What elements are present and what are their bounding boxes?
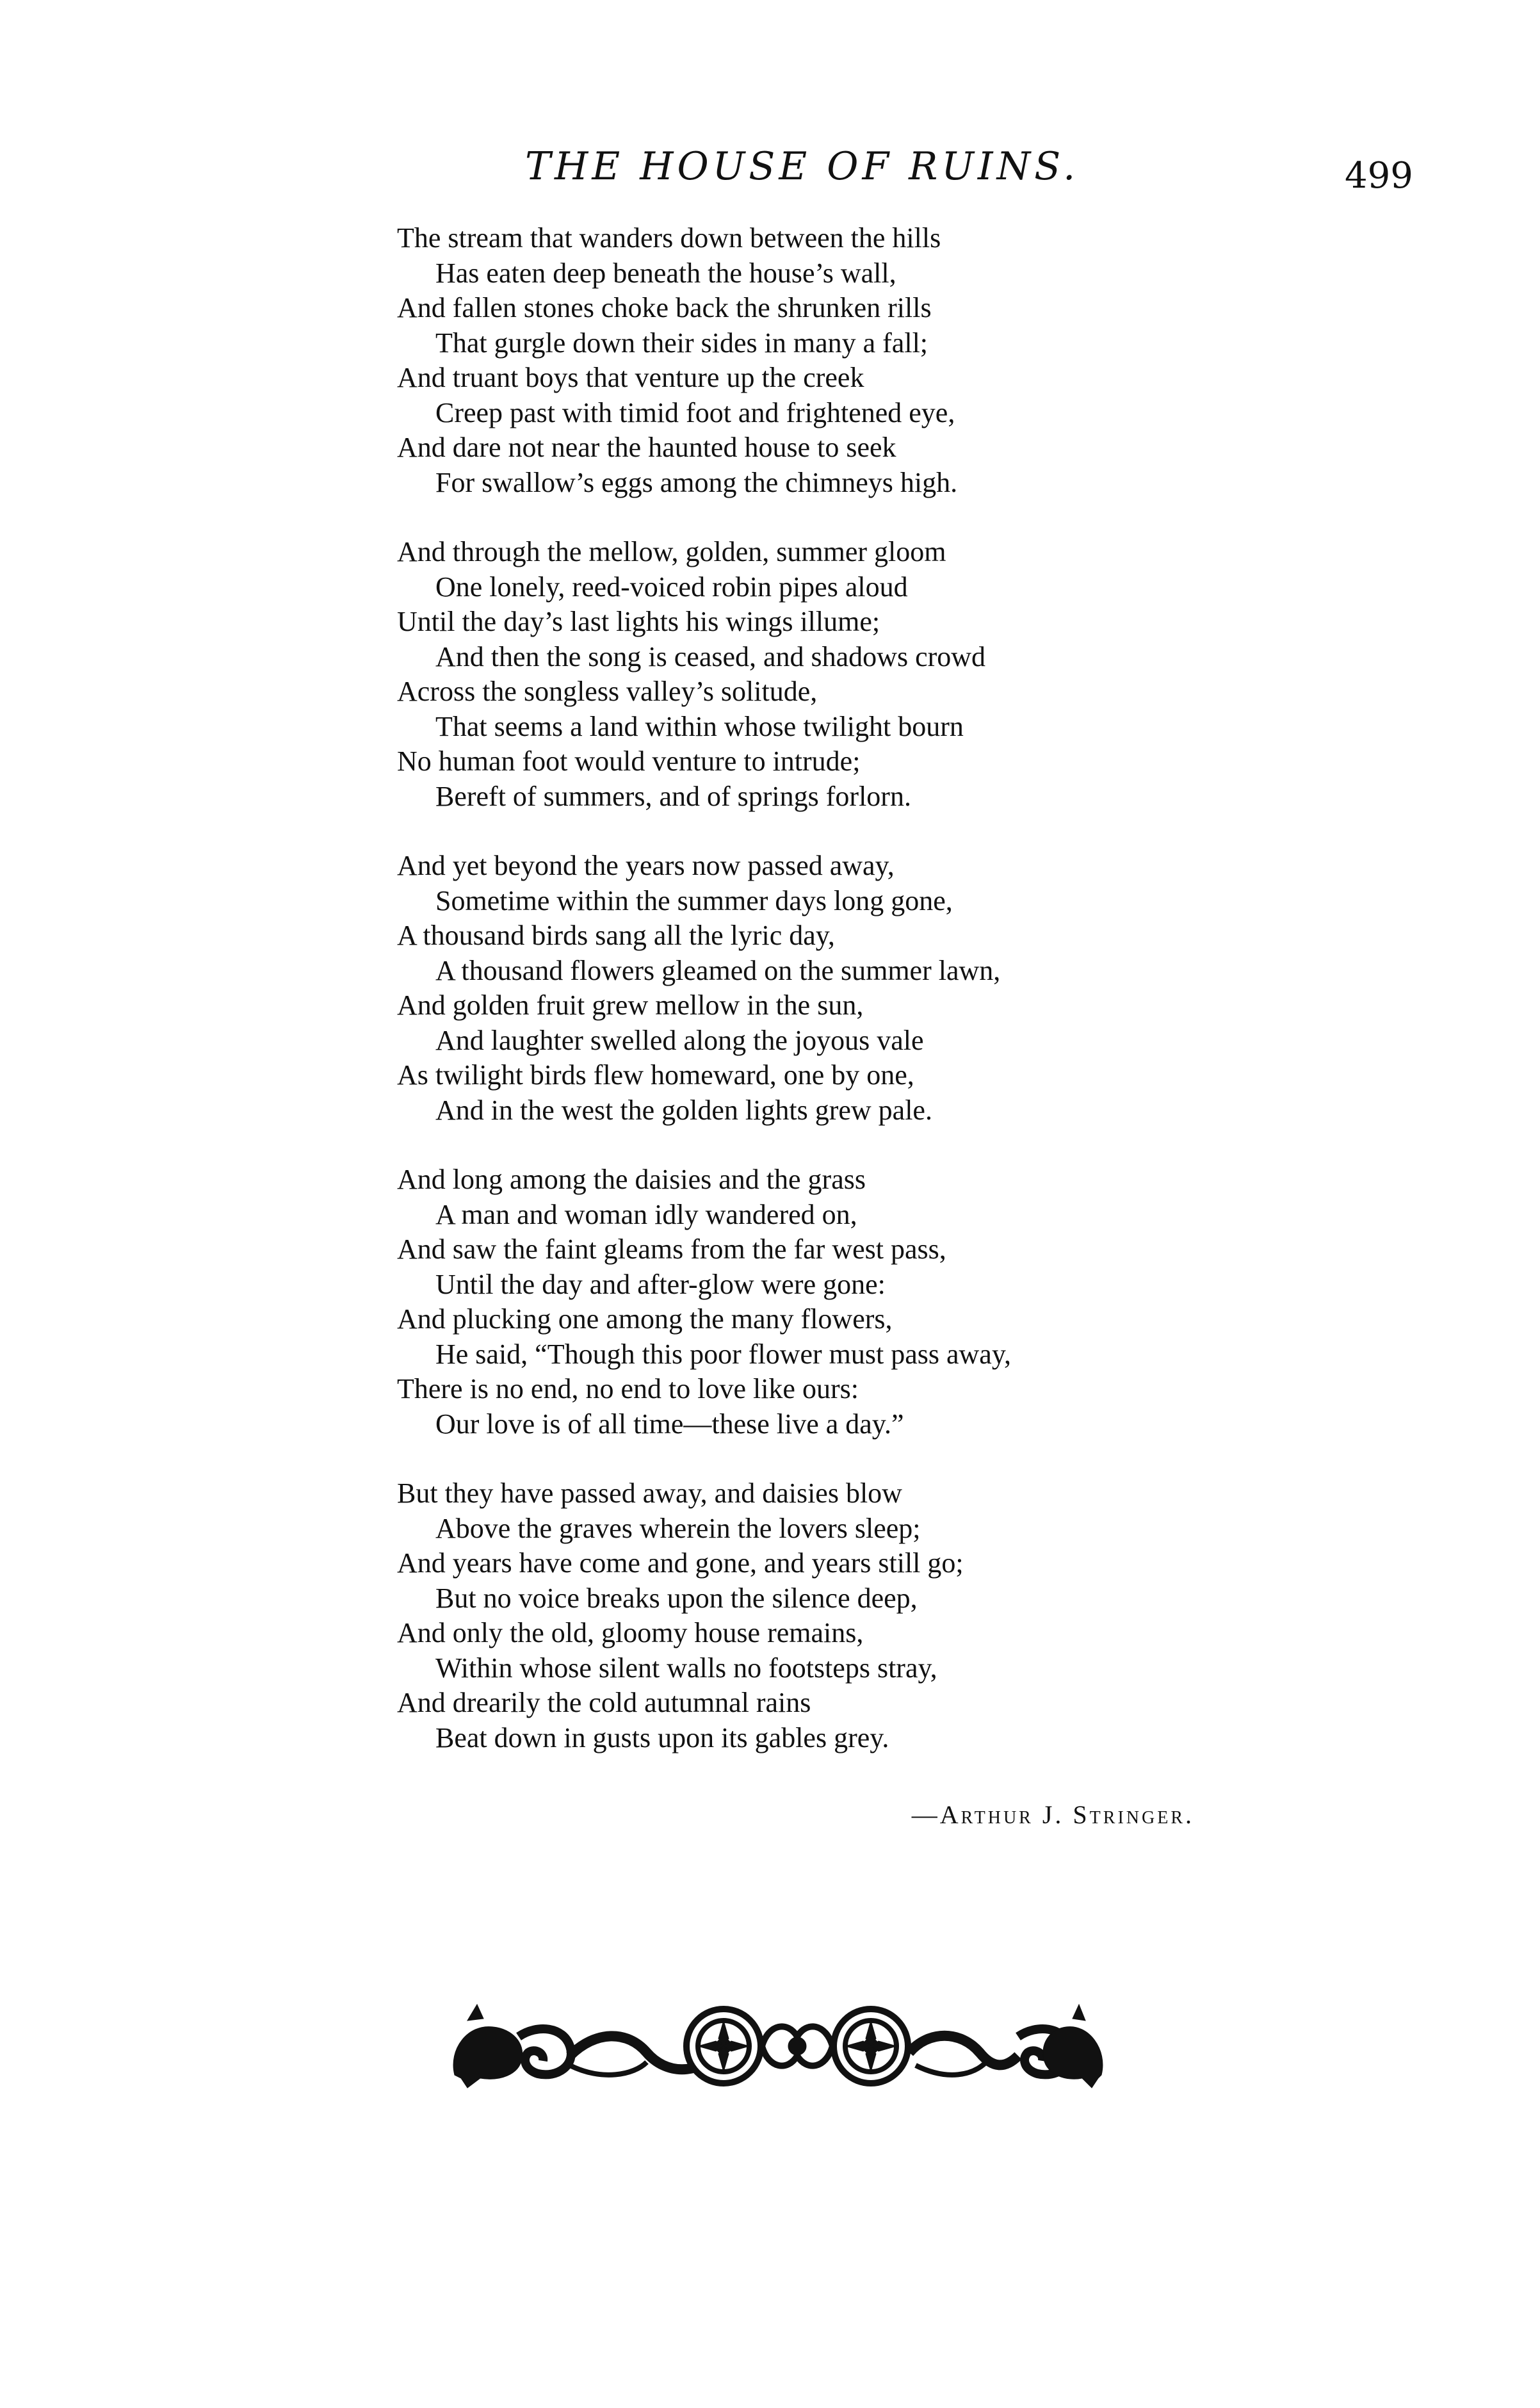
stanza-1 <box>397 221 1422 500</box>
poem-line: The stream that wanders down between the hills <box>397 222 941 254</box>
poem-line: No human foot would venture to intrude; <box>397 745 861 777</box>
poem-line: And plucking one among the many flowers, <box>397 1303 893 1335</box>
poem-line: There is no end, no end to love like ours: <box>397 1373 859 1404</box>
poem-line: And in the west the golden lights grew pale. <box>435 1094 932 1126</box>
page-title: THE HOUSE OF RUINS. <box>525 144 1080 189</box>
poem-line: And only the old, gloomy house remains, <box>397 1617 864 1648</box>
poem-line: And fallen stones choke back the shrunken rills <box>397 292 932 323</box>
poem-line: That gurgle down their sides in many a fall; <box>435 327 928 359</box>
poem-line: But they have passed away, and daisies blow <box>397 1477 902 1509</box>
poem-line: And saw the faint gleams from the far west pass, <box>397 1233 946 1265</box>
poem-line: And laughter swelled along the joyous vale <box>435 1024 924 1056</box>
poem-line: And years have come and gone, and years still go; <box>397 1547 964 1579</box>
poem-line: Bereft of summers, and of springs forlorn. <box>435 780 911 812</box>
poem-line: A thousand flowers gleamed on the summer lawn, <box>435 954 1001 986</box>
poem-line: And yet beyond the years now passed away, <box>397 850 895 881</box>
poem-line: Creep past with timid foot and frightened eye, <box>435 396 955 428</box>
page-number: 499 <box>1345 155 1413 197</box>
poem-line: Within whose silent walls no footsteps stray, <box>435 1652 937 1684</box>
poem-line: And then the song is ceased, and shadows crowd <box>435 640 986 672</box>
author-attribution: —Arthur J. Stringer. <box>911 1800 1194 1829</box>
poem-line: Until the day’s last lights his wings illume; <box>397 606 880 637</box>
poem-line: Has eaten deep beneath the house’s wall, <box>435 257 896 289</box>
poem-line: One lonely, reed-voiced robin pipes aloud <box>435 571 908 603</box>
stanza-3 <box>397 849 1422 1128</box>
poem-line: Until the day and after-glow were gone: <box>435 1268 886 1300</box>
poem-line: Our love is of all time—these live a day.” <box>435 1408 904 1440</box>
stanza-2 <box>397 535 1422 814</box>
running-head <box>0 141 1540 197</box>
floral-tailpiece-ornament-icon <box>442 1998 1114 2094</box>
poem-line: And golden fruit grew mellow in the sun, <box>397 989 864 1021</box>
poem-line: He said, “Though this poor flower must pass away, <box>435 1338 1011 1370</box>
poem-line: And drearily the cold autumnal rains <box>397 1687 811 1718</box>
poem-line: As twilight birds flew homeward, one by one, <box>397 1059 914 1091</box>
poem-line: That seems a land within whose twilight bourn <box>435 710 964 742</box>
poem-line: Beat down in gusts upon its gables grey. <box>435 1721 889 1753</box>
poem-line: And truant boys that venture up the creek <box>397 362 864 393</box>
poem-line: And long among the daisies and the grass <box>397 1164 866 1195</box>
poem-line: And through the mellow, golden, summer gloom <box>397 536 946 567</box>
stanza-4 <box>397 1162 1422 1442</box>
poem-body <box>397 221 1422 1790</box>
poem-line: But no voice breaks upon the silence deep, <box>435 1582 918 1614</box>
poem-line: And dare not near the haunted house to seek <box>397 432 896 463</box>
poem-line: Sometime within the summer days long gone, <box>435 884 953 916</box>
poem-line: A man and woman idly wandered on, <box>435 1198 857 1230</box>
poem-line: A thousand birds sang all the lyric day, <box>397 920 835 951</box>
poem-line: Above the graves wherein the lovers sleep; <box>435 1512 921 1544</box>
poem-line: For swallow’s eggs among the chimneys high. <box>435 466 958 498</box>
poem-line: Across the songless valley’s solitude, <box>397 676 818 707</box>
stanza-5 <box>397 1476 1422 1755</box>
